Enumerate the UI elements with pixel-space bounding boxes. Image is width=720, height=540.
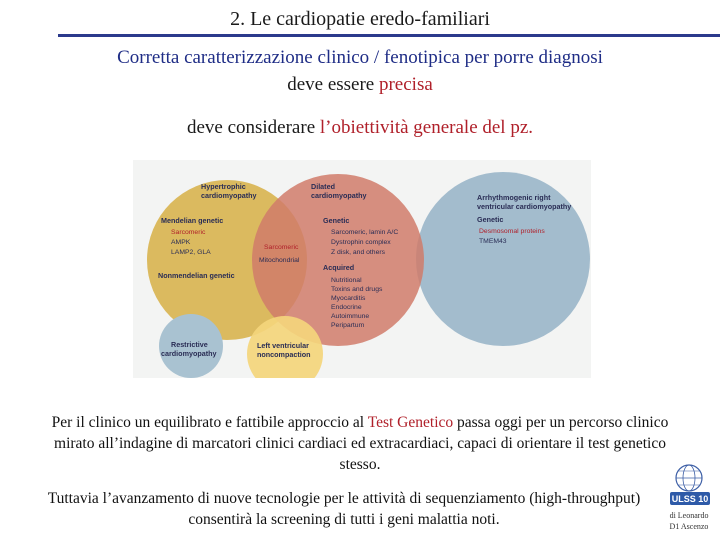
sequencing-paragraph: Tuttavia l’avanzamento di nuove tecnologie per le attività di sequenziamento (high-throughput) consentirà la screening di tutti i geni malattia noti. [47,490,641,528]
author-credit [660,510,718,532]
hcm-title-1: Hypertrophic [201,182,246,191]
objective-prefix: deve considerare [186,117,320,138]
arvc-genetic-title: Genetic [477,215,504,224]
objective-line [0,117,720,139]
objective-emphasis: l’obiettività generale del pz. [319,117,534,138]
mendelian-item-1: Sarcomeric [171,229,206,236]
dcm-acquired-item-3: Myocarditis [331,295,366,302]
nonmendelian-title: Nonmendelian genetic [158,271,235,280]
author-credit-line-2: D1 Ascenzo [669,522,709,531]
title-underline [58,34,720,37]
para1-part-b: passa oggi per un percorso clinico mirato all’indagine di marcatori clinici cardiaci ed extracardiaci, capaci di orientare il test genetico stesso. [54,414,669,473]
overlap-item-2: Mitochondrial [259,257,300,264]
arvc-item-2: TMEM43 [479,238,507,245]
overlap-item-1: Sarcomeric [264,244,299,251]
mendelian-item-2: AMPK [171,239,191,246]
rcm-title-2: cardiomyopathy [161,349,217,358]
slide-title: 2. Le cardiopatie eredo-familiari [230,8,490,30]
test-genetico-emphasis: Test Genetico [367,414,454,431]
arvc-title-1: Arrhythmogenic right [477,193,551,202]
mendelian-title: Mendelian genetic [161,216,224,225]
subtitle-line-2 [0,71,720,98]
dcm-acquired-item-2: Toxins and drugs [331,286,383,293]
arvc-title-2: ventricular cardiomyopathy [477,202,572,211]
subtitle-line-1: Corretta caratterizzazione clinico / fenotipica per porre diagnosi [117,47,603,68]
subtitle-line-2-prefix: deve essere [287,74,379,95]
rcm-title-1: Restrictive [171,340,208,349]
dcm-acquired-item-1: Nutritional [331,277,362,284]
globe-icon [676,465,702,491]
author-credit-line-1: di Leonardo [669,511,709,520]
dcm-genetic-item-3: Z disk, and others [331,249,386,256]
ulss-badge-text: ULSS 10 [671,494,709,504]
lvnc-title-1: Left ventricular [257,341,309,350]
dcm-acquired-item-6: Peripartum [331,322,365,329]
para1-part-a: Per il clinico un equilibrato e fattibile approccio al [51,414,368,431]
dcm-genetic-item-2: Dystrophin complex [331,239,391,246]
dcm-acquired-item-5: Autoimmune [331,313,370,320]
mendelian-item-3: LAMP2, GLA [171,249,211,256]
dcm-acquired-title: Acquired [323,263,355,272]
lvnc-title-2: noncompaction [257,350,311,359]
clinical-approach-paragraph [32,412,688,475]
dcm-title-2: cardiomyopathy [311,191,367,200]
arvc-item-1: Desmosomal proteins [479,228,545,235]
subtitle [0,44,720,98]
hcm-title-2: cardiomyopathy [201,191,257,200]
dcm-acquired-item-4: Endocrine [331,304,362,311]
subtitle-emphasis: precisa [378,74,433,95]
cardiomyopathy-venn-diagram [133,160,591,378]
dcm-title-1: Dilated [311,182,335,191]
dcm-genetic-item-1: Sarcomeric, lamin A/C [331,229,399,236]
dcm-genetic-title: Genetic [323,216,350,225]
